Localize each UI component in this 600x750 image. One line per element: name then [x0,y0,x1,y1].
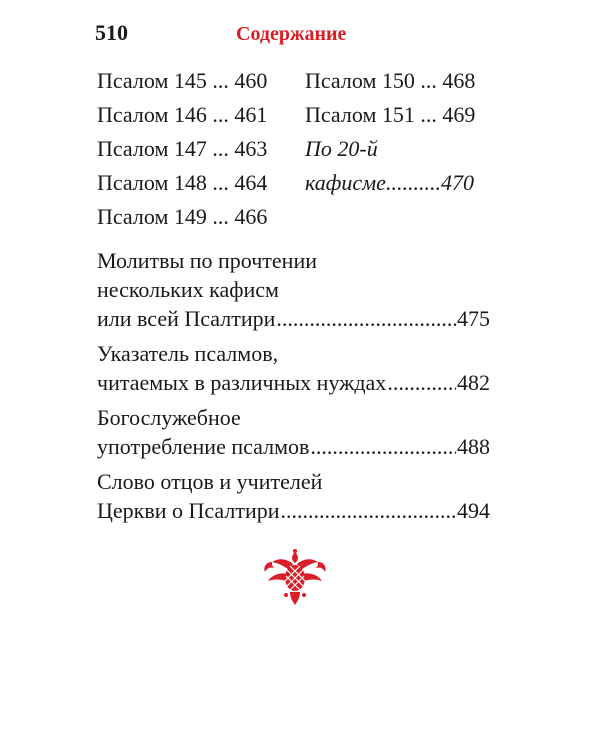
toc-entry-psalm[interactable]: Псалом 151 ... 469 [305,102,476,127]
toc-section-last-line [97,304,490,333]
page-ref: 482 [457,370,490,395]
toc-entry-psalm[interactable]: Псалом 149 ... 466 [97,204,268,229]
psalm-column-left [97,64,267,234]
toc-section-label: Церкви о Псалтири [97,498,280,523]
toc-section[interactable] [97,246,490,333]
page-ref: 470 [440,170,474,195]
page-ref: 494 [457,498,490,523]
toc-section[interactable] [97,339,490,397]
dot-leader [310,432,456,461]
toc-section[interactable] [97,403,490,461]
toc-entry-psalm[interactable]: Псалом 147 ... 463 [97,136,268,161]
floral-ornament-icon [262,548,328,606]
toc-section-line: Слово отцов и учителей [97,469,323,494]
dot-leader [276,304,456,333]
toc-section-last-line [97,496,490,525]
toc-section-label: употребление псалмов [97,434,310,459]
toc-entry-psalm[interactable]: Псалом 148 ... 464 [97,170,268,195]
kathisma-label: кафисме [305,170,386,195]
toc-sections [97,246,490,531]
running-head-title: Содержание [236,23,347,45]
page-ref: 475 [457,306,490,331]
toc-entry-psalm[interactable]: Псалом 145 ... 460 [97,68,268,93]
toc-section-line: Богослужебное [97,405,241,430]
psalm-column-right [305,64,475,200]
kathisma-title-line: По 20-й [305,136,378,161]
kathisma-title-line [305,166,475,200]
toc-section-line: Указатель псалмов, [97,341,279,366]
toc-entry-psalm[interactable]: Псалом 146 ... 461 [97,102,268,127]
toc-section-label: читаемых в различных нуждах [97,370,387,395]
page-ref: 488 [457,434,490,459]
dot-leader [387,368,456,397]
toc-section-last-line [97,432,490,461]
toc-section-label: или всей Псалтири [97,306,276,331]
toc-entry-psalm[interactable]: Псалом 150 ... 468 [305,68,476,93]
toc-section-line: нескольких кафисм [97,277,279,302]
dot-leader: .......... [385,170,441,195]
toc-section-last-line [97,368,490,397]
toc-section-line: Молитвы по прочтении [97,248,317,273]
page-number: 510 [95,20,128,45]
toc-section[interactable] [97,467,490,525]
toc-entry-kathisma[interactable] [305,132,475,200]
dot-leader [281,496,456,525]
